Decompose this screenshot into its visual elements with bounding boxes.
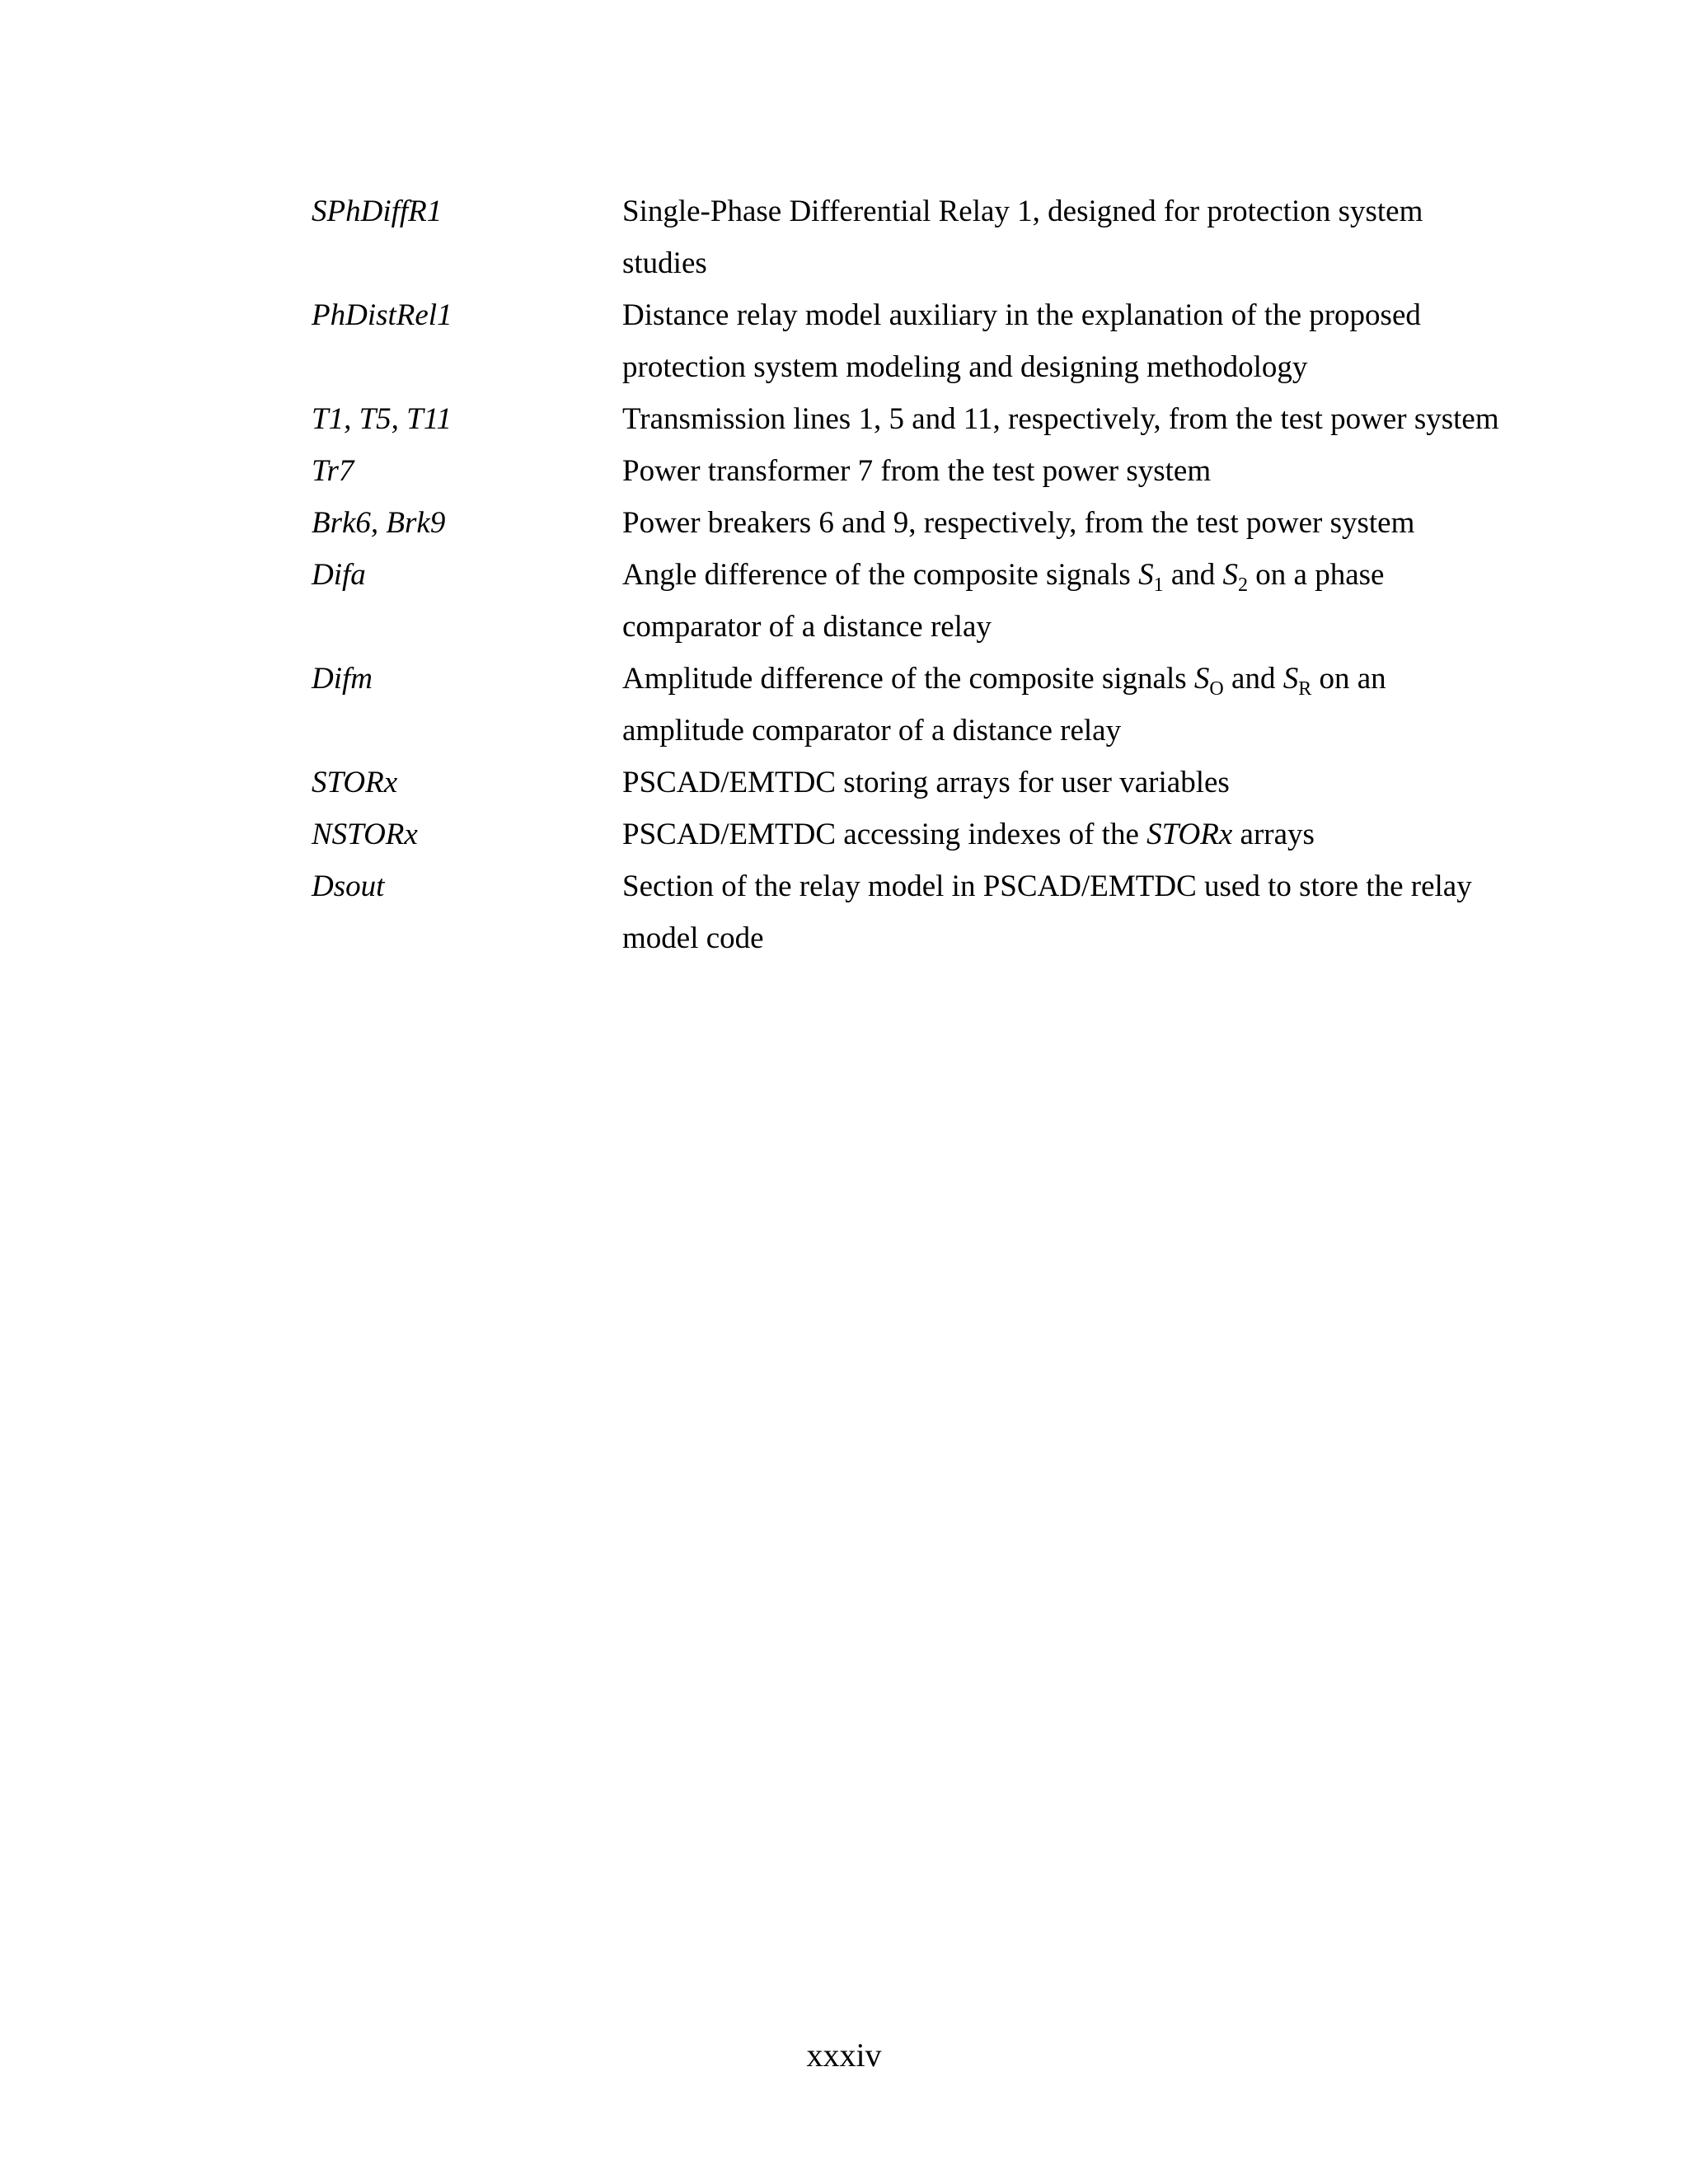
list-item: [312, 653, 1507, 757]
abbreviation-definition: [622, 653, 1507, 757]
definition-text: arrays: [1232, 818, 1315, 851]
list-item: [312, 757, 1507, 808]
definition-text: PSCAD/EMTDC accessing indexes of the: [622, 818, 1147, 851]
list-item: [312, 289, 1507, 393]
abbreviation-term: Tr7: [312, 454, 354, 488]
signal-symbol: S: [1138, 558, 1154, 592]
abbreviation-term: SPhDiffR1: [312, 194, 443, 228]
abbreviation-term: Difa: [312, 558, 366, 592]
signal-subscript: 1: [1153, 574, 1164, 596]
definition-text: and: [1163, 558, 1223, 592]
abbreviation-term: Difm: [312, 662, 373, 696]
definition-text: Angle difference of the composite signals: [622, 558, 1139, 592]
list-item: [312, 497, 1507, 549]
abbreviation-definition: PSCAD/EMTDC storing arrays for user variables: [622, 766, 1230, 799]
signal-subscript: 2: [1238, 574, 1249, 596]
definition-text: on a phase comparator of a distance relay: [622, 558, 1385, 644]
list-item: [312, 185, 1507, 289]
list-item: [312, 393, 1507, 445]
abbreviation-definition: [622, 549, 1507, 653]
abbreviation-definition: Section of the relay model in PSCAD/EMTDC used to store the relay model code: [622, 869, 1472, 955]
abbreviation-list: [312, 185, 1507, 964]
abbreviation-definition: Single-Phase Differential Relay 1, designed for protection system studies: [622, 194, 1423, 280]
page-number: xxxiv: [806, 2036, 882, 2074]
definition-text: Amplitude difference of the composite signals: [622, 662, 1194, 696]
signal-symbol: S: [1282, 662, 1299, 696]
abbreviation-definition: Distance relay model auxiliary in the explanation of the proposed protection system modeling and designing methodology: [622, 298, 1421, 384]
abbreviation-definition: Power transformer 7 from the test power system: [622, 454, 1212, 488]
array-name: STORx: [1146, 818, 1233, 851]
abbreviation-term: NSTORx: [312, 818, 418, 851]
signal-symbol: S: [1222, 558, 1239, 592]
signal-subscript: R: [1298, 678, 1312, 700]
list-item: [312, 445, 1507, 497]
definition-text: on an amplitude comparator of a distance relay: [622, 662, 1386, 748]
list-item: [312, 808, 1507, 860]
abbreviation-definition: [622, 808, 1507, 860]
abbreviation-term: Dsout: [312, 869, 385, 903]
list-item: [312, 549, 1507, 653]
signal-symbol: S: [1193, 662, 1210, 696]
abbreviation-term: T1, T5, T11: [312, 402, 452, 436]
abbreviation-term: Brk6, Brk9: [312, 506, 446, 540]
signal-subscript: O: [1209, 678, 1224, 700]
abbreviation-definition: Power breakers 6 and 9, respectively, from the test power system: [622, 506, 1415, 540]
definition-text: and: [1223, 662, 1283, 696]
abbreviation-definition: Transmission lines 1, 5 and 11, respectively, from the test power system: [622, 402, 1499, 436]
abbreviation-term: STORx: [312, 766, 398, 799]
list-item: [312, 860, 1507, 964]
abbreviation-term: PhDistRel1: [312, 298, 452, 332]
